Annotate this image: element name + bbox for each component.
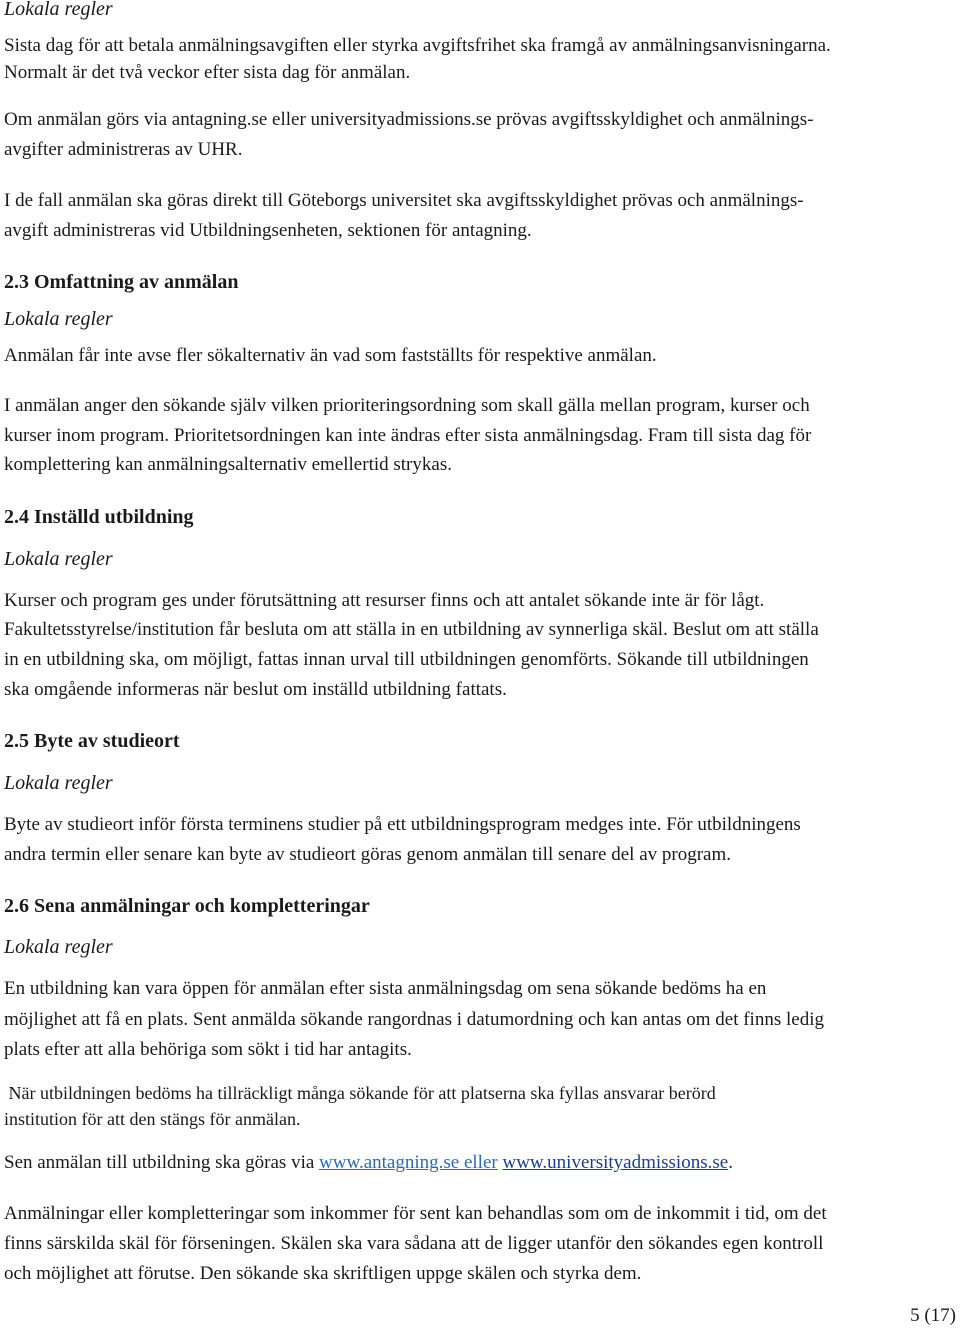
paragraph-line: Anmälan får inte avse fler sökalternativ än vad som fastställts för respektive anmälan. [4, 345, 657, 366]
paragraph-line: komplettering kan anmälningsalternativ emellertid strykas. [4, 454, 452, 475]
universityadmissions-link[interactable]: www.universityadmissions.se [502, 1152, 729, 1173]
paragraph-line: Normalt är det två veckor efter sista dag för anmälan. [4, 62, 411, 83]
section-heading: 2.6 Sena anmälningar och kompletteringar [4, 895, 370, 917]
paragraph-line: En utbildning kan vara öppen för anmälan efter sista anmälningsdag om sena sökande bedöms ha en [4, 978, 767, 999]
local-rules-label: Lokala regler [4, 548, 113, 570]
antagning-link[interactable]: www.antagning.se [319, 1152, 464, 1173]
paragraph-line: Sista dag för att betala anmälningsavgiften eller styrka avgiftsfrihet ska framgå av anmälningsanvisningarna. [4, 35, 831, 56]
section-heading: 2.3 Omfattning av anmälan [4, 271, 239, 293]
section-heading: 2.5 Byte av studieort [4, 730, 180, 752]
paragraph-line: och möjlighet att förutse. Den sökande ska skriftligen uppge skälen och styrka dem. [4, 1263, 642, 1284]
paragraph-line: I de fall anmälan ska göras direkt till Göteborgs universitet ska avgiftsskyldighet prövas och anmälnings- [4, 190, 804, 211]
local-rules-label: Lokala regler [4, 772, 113, 794]
section-heading: 2.4 Inställd utbildning [4, 506, 194, 528]
paragraph-line: Fakultetsstyrelse/institution får besluta om att ställa in en utbildning av synnerliga skäl. Beslut om att ställa [4, 619, 819, 640]
local-rules-label: Lokala regler [4, 936, 113, 958]
paragraph-line: finns särskilda skäl för förseningen. Skälen ska vara sådana att de ligger utanför den sökandes egen kontroll [4, 1233, 824, 1254]
paragraph-line: Anmälningar eller kompletteringar som inkommer för sent kan behandlas som om de inkommit i tid, om det [4, 1203, 827, 1224]
page-number: 5 (17) [910, 1305, 956, 1326]
paragraph-line: Byte av studieort inför första terminens studier på ett utbildningsprogram medges inte. För utbildningens [4, 814, 801, 835]
paragraph-line: Kurser och program ges under förutsättning att resurser finns och att antalet sökande inte är för lågt. [4, 590, 765, 611]
late-application-line [4, 1152, 733, 1174]
paragraph-line: andra termin eller senare kan byte av studieort göras genom anmälan till senare del av program. [4, 844, 732, 865]
paragraph-line: Om anmälan görs via antagning.se eller universityadmissions.se prövas avgiftsskyldighet och anmälnings- [4, 109, 814, 130]
paragraph-line: När utbildningen bedöms ha tillräckligt många sökande för att platserna ska fyllas ansvarar berörd [4, 1083, 716, 1103]
paragraph-line: plats efter att alla behöriga som sökt i tid har antagits. [4, 1039, 412, 1060]
paragraph-line: avgifter administreras av UHR. [4, 139, 243, 160]
local-rules-label: Lokala regler [4, 0, 113, 20]
local-rules-label: Lokala regler [4, 308, 113, 330]
paragraph-text: . [728, 1152, 733, 1173]
eller-link-text[interactable]: eller [463, 1152, 498, 1173]
paragraph-line: in en utbildning ska, om möjligt, fattas innan urval till utbildningen genomförts. Sökande till utbildningen [4, 649, 809, 670]
paragraph-line: ska omgående informeras när beslut om inställd utbildning fattats. [4, 679, 507, 700]
paragraph-line: avgift administreras vid Utbildningsenheten, sektionen för antagning. [4, 220, 532, 241]
paragraph-line: möjlighet att få en plats. Sent anmälda sökande rangordnas i datumordning och kan antas om det finns ledig [4, 1009, 824, 1030]
paragraph-line: institution för att den stängs för anmälan. [4, 1109, 301, 1129]
paragraph-line: I anmälan anger den sökande själv vilken prioriteringsordning som skall gälla mellan program, kurser och [4, 395, 810, 416]
paragraph-line: kurser inom program. Prioritetsordningen kan inte ändras efter sista anmälningsdag. Fram till sista dag för [4, 425, 812, 446]
paragraph-text: Sen anmälan till utbildning ska göras via [4, 1152, 320, 1173]
